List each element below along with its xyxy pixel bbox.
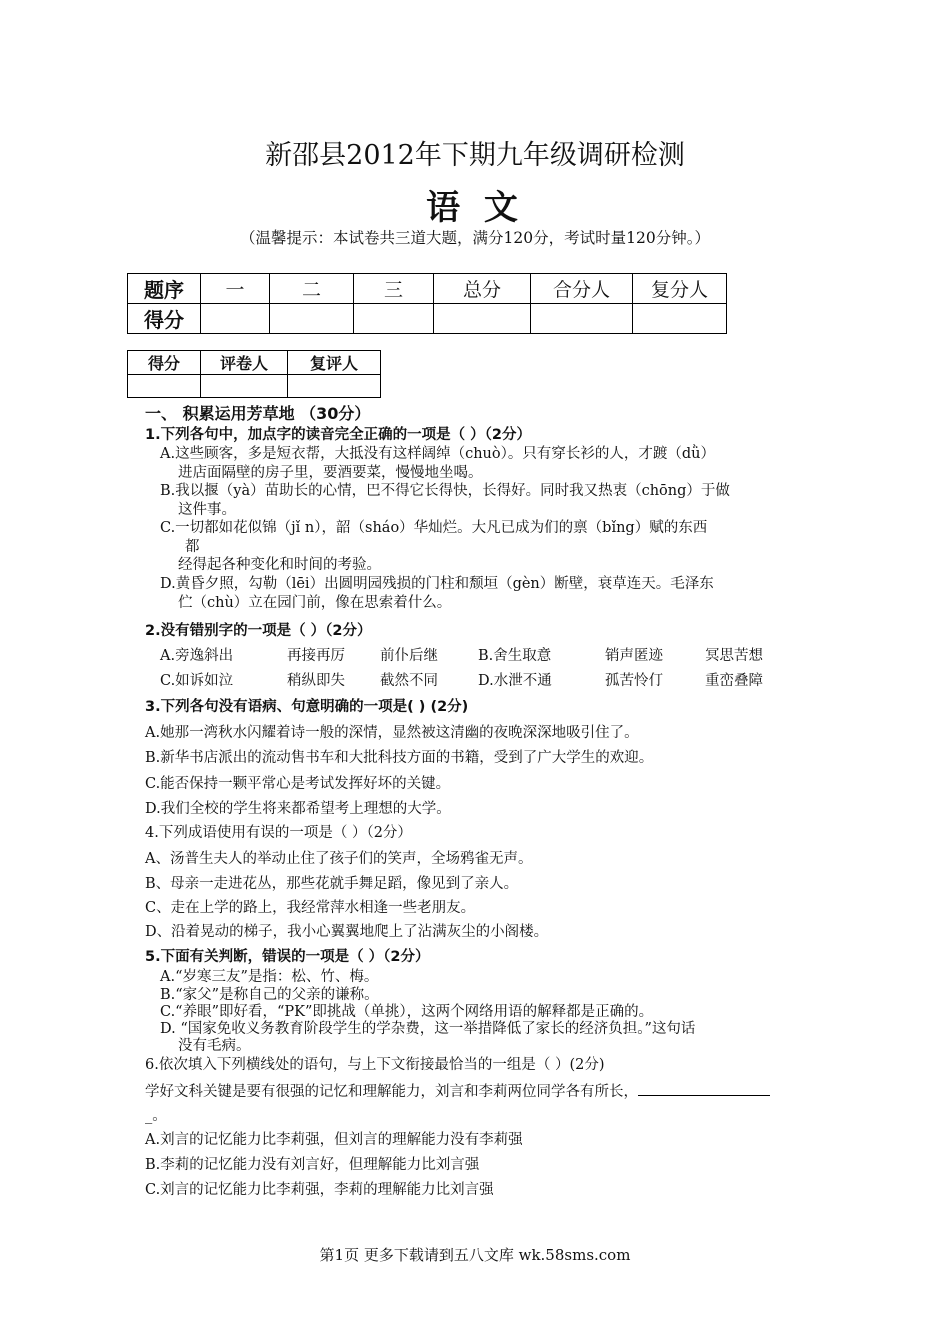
- q1-option-d-cont: 伫（chù）立在园门前，像在思索着什么。: [178, 595, 452, 611]
- q2-option-c-word: 截然不同: [380, 673, 438, 689]
- score-header-cell: 三: [354, 274, 434, 304]
- q3-option-a: A.她那一湾秋水闪耀着诗一般的深情，显然被这清幽的夜晚深深地吸引住了。: [145, 725, 639, 741]
- q1-option-b: B.我以揠（yà）苗助长的心情，巴不得它长得快，长得好。同时我又热衷（chōng）于做: [160, 483, 730, 499]
- q2-option-d-word: 重峦叠障: [705, 673, 763, 689]
- q2-option-a-word: 前仆后继: [380, 648, 438, 664]
- q6-fill-blank[interactable]: [638, 1081, 770, 1096]
- score-table-score-row: [128, 304, 727, 334]
- q2-option-d: D.水泄不通: [478, 673, 552, 689]
- q5-option-d: D. “国家免收义务教育阶段学生的学杂费，这一举措降低了家长的经济负担。”这句话: [160, 1021, 696, 1037]
- q6-passage-end: _。: [145, 1108, 167, 1124]
- q3-option-c: C.能否保持一颗平常心是考试发挥好坏的关键。: [145, 776, 451, 792]
- q1-option-a-cont: 进店面隔壁的房子里，要酒要菜，慢慢地坐喝。: [178, 465, 483, 481]
- score-cell[interactable]: [633, 304, 727, 334]
- q1-option-c-cont: 都: [185, 539, 200, 555]
- q1-option-d: D.黄昏夕照，勾勒（lēi）出圆明园残损的门柱和颓垣（gèn）断壁，衰草连天。毛泽东: [160, 576, 714, 592]
- grader-cell[interactable]: [288, 375, 381, 398]
- q5-option-d-cont: 没有毛病。: [178, 1038, 251, 1054]
- q4-option-a: A、汤普生夫人的举动止住了孩子们的笑声，全场鸦雀无声。: [145, 851, 533, 867]
- question-2-stem: 2.没有错别字的一项是（ ）（2分）: [145, 623, 372, 639]
- q4-option-d: D、沿着晃动的梯子，我小心翼翼地爬上了沾满灰尘的小阁楼。: [145, 924, 549, 940]
- score-cell[interactable]: [434, 304, 531, 334]
- q2-option-b: B.舍生取意: [478, 648, 552, 664]
- q1-option-a: A.这些顾客，多是短衣帮，大抵没有这样阔绰（chuò）。只有穿长衫的人，才踱（dǜ）: [160, 446, 715, 462]
- q6-passage-text: 学好文科关键是要有很强的记忆和理解能力，刘言和李莉两位同学各有所长，: [145, 1084, 638, 1100]
- question-3-stem: 3.下列各句没有语病、句意明确的一项是( ) (2分): [145, 699, 469, 715]
- score-header-cell: 题序: [128, 274, 201, 304]
- grader-header-cell: 复评人: [288, 351, 381, 375]
- q2-option-b-word: 销声匿迹: [605, 648, 663, 664]
- q5-option-b: B.“家父”是称自己的父亲的谦称。: [160, 987, 379, 1003]
- score-header-cell: 二: [270, 274, 354, 304]
- q2-option-c-word: 稍纵即失: [287, 673, 345, 689]
- q1-option-c: C.一切都如花似锦（jǐ n），韶（sháo）华灿烂。大凡已成为们的禀（bǐng）赋的东西: [160, 520, 708, 536]
- q2-option-c: C.如诉如泣: [160, 673, 234, 689]
- q5-option-a: A.“岁寒三友”是指：松、竹、梅。: [160, 969, 379, 985]
- score-cell[interactable]: [201, 304, 270, 334]
- q6-option-c: C.刘言的记忆能力比李莉强，李莉的理解能力比刘言强: [145, 1182, 494, 1198]
- score-table: [127, 273, 727, 334]
- q6-passage: [145, 1080, 770, 1101]
- document-title: 新邵县2012年下期九年级调研检测: [265, 140, 685, 171]
- grader-cell[interactable]: [201, 375, 288, 398]
- q2-option-d-word: 孤苦怜仃: [605, 673, 663, 689]
- grader-header-cell: 评卷人: [201, 351, 288, 375]
- score-cell[interactable]: [531, 304, 633, 334]
- question-1-stem: 1.下列各句中，加点字的读音完全正确的一项是（ ）（2分）: [145, 427, 531, 443]
- grader-table-blank-row: [128, 375, 381, 398]
- q3-option-b: B.新华书店派出的流动售书车和大批科技方面的书籍，受到了广大学生的欢迎。: [145, 750, 654, 766]
- grader-header-cell: 得分: [128, 351, 201, 375]
- grader-table: [127, 350, 381, 398]
- q6-option-b: B.李莉的记忆能力没有刘言好，但理解能力比刘言强: [145, 1157, 480, 1173]
- q3-option-d: D.我们全校的学生将来都希望考上理想的大学。: [145, 801, 451, 817]
- q2-option-a-word: 再接再厉: [287, 648, 345, 664]
- exam-tip: （温馨提示：本试卷共三道大题，满分120分，考试时量120分钟。）: [240, 229, 710, 247]
- question-5-stem: 5.下面有关判断，错误的一项是（ ）（2分）: [145, 949, 430, 965]
- score-header-cell: 一: [201, 274, 270, 304]
- q2-option-b-word: 冥思苦想: [705, 648, 763, 664]
- q4-option-c: C、走在上学的路上，我经常萍水相逢一些老朋友。: [145, 900, 476, 916]
- q5-option-c: C.“养眼”即好看，“PK”即挑战（单挑），这两个网络用语的解释都是正确的。: [160, 1004, 654, 1020]
- grader-table-header-row: [128, 351, 381, 375]
- page-footer: 第1页 更多下载请到五八文库 wk.58sms.com: [319, 1246, 631, 1264]
- score-header-cell: 复分人: [633, 274, 727, 304]
- score-header-cell: 总分: [434, 274, 531, 304]
- subject-title: 语 文: [426, 188, 524, 228]
- score-table-header-row: [128, 274, 727, 304]
- score-cell[interactable]: [354, 304, 434, 334]
- grader-cell[interactable]: [128, 375, 201, 398]
- score-cell[interactable]: [270, 304, 354, 334]
- q2-option-a: A.旁逸斜出: [160, 648, 234, 664]
- q6-option-a: A.刘言的记忆能力比李莉强，但刘言的理解能力没有李莉强: [145, 1132, 523, 1148]
- q1-option-b-cont: 这件事。: [178, 502, 236, 518]
- q4-option-b: B、母亲一走进花丛，那些花就手舞足蹈，像见到了亲人。: [145, 876, 519, 892]
- question-6-stem: 6.依次填入下列横线处的语句，与上下文衔接最恰当的一组是（ ）(2分): [145, 1057, 605, 1073]
- question-4-stem: 4.下列成语使用有误的一项是（ ）（2分）: [145, 825, 412, 841]
- score-row-label: 得分: [128, 304, 201, 334]
- q1-option-c-cont2: 经得起各种变化和时间的考验。: [178, 557, 381, 573]
- score-header-cell: 合分人: [531, 274, 633, 304]
- section-heading: 一、 积累运用芳草地 （30分）: [145, 404, 371, 423]
